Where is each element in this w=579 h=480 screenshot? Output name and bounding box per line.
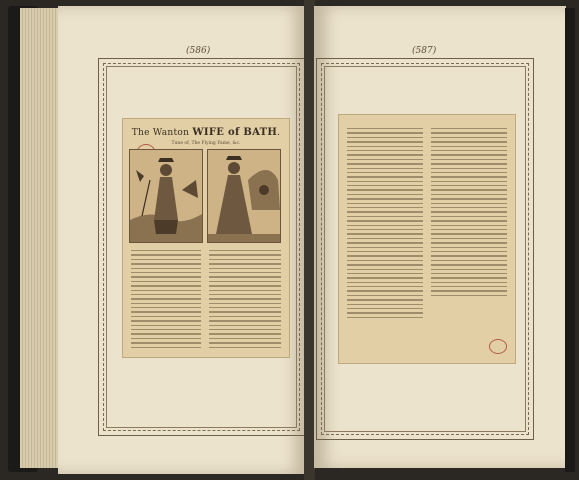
left-page — [58, 6, 305, 474]
woodcut-figure-man — [129, 149, 203, 243]
right-page-number: (587) — [412, 46, 437, 56]
book-cover-right — [565, 8, 575, 472]
left-page-number: (586) — [186, 46, 211, 56]
library-stamp-right — [489, 339, 507, 354]
ballad-sheet-left — [122, 118, 290, 358]
ballad-text-column-2 — [209, 247, 281, 351]
ballad-text-column-1 — [131, 247, 201, 351]
ballad-tune: Tune of, The Flying Fame, &c. — [171, 141, 241, 146]
ballad-text-column-4 — [431, 125, 507, 299]
woodcut-figure-woman — [207, 149, 281, 243]
right-page — [314, 6, 566, 468]
ballad-title: The Wanton WIFE of BATH. — [131, 127, 281, 138]
ballad-text-column-3 — [347, 125, 423, 321]
ballad-sheet-right — [338, 114, 516, 364]
